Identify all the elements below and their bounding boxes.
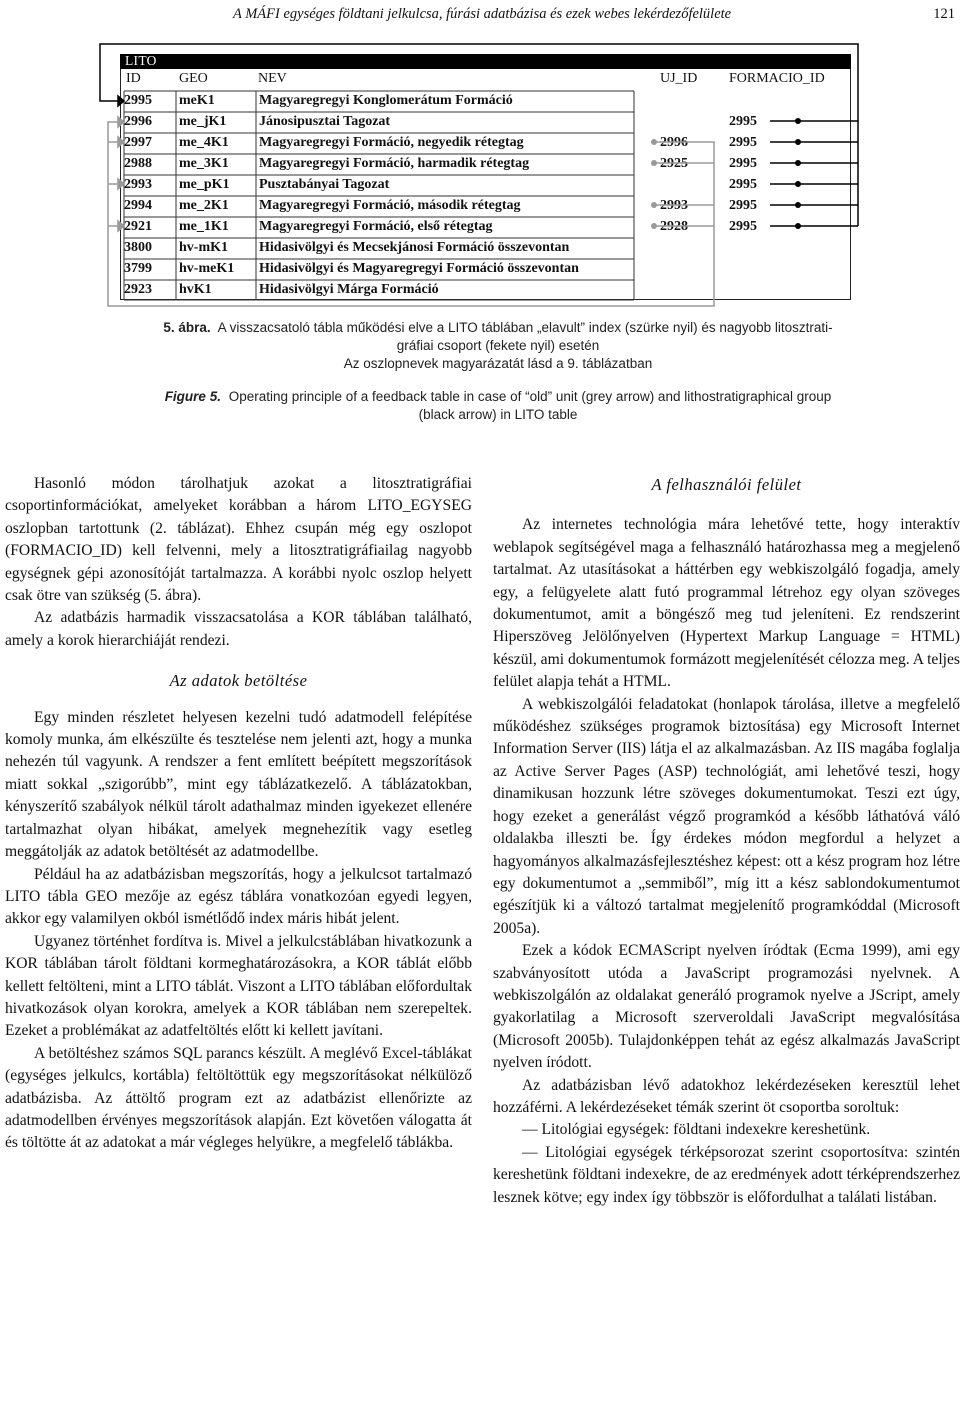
cell-uj-id: 2993 [660,198,688,213]
cell-nev: Magyaregregyi Formáció, második rétegtag [259,198,521,213]
section-heading: A felhasználói felület [651,475,802,494]
cell-geo: hv-meK1 [179,261,235,276]
cell-id: 2994 [124,198,152,213]
paragraph: Az adatbázis harmadik visszacsatolása a KOR táblában található, amely a korok hierarchiáját rendezi. [5,609,472,649]
cell-nev: Magyaregregyi Formáció, harmadik rétegtag [259,156,530,171]
cell-formacio-id: 2995 [729,156,757,171]
cell-id: 3800 [124,240,152,255]
cell-nev: Jánosipusztai Tagozat [259,114,391,129]
paragraph: Az adatbázisban lévő adatokhoz lekérdezéseken keresztül lehet hozzáférni. A lekérdezéseket témák szerint öt csoportba soroltuk: [493,1076,960,1116]
paragraph: Például ha az adatbázisban megszorítás, hogy a jelkulcsot tartalmazó LITO tábla GEO mezője az egész táblára vonatkozóan egyedi legyen, akkor egy valamilyen okból ismétlődő index máris hibát jelent. [5,865,472,928]
cell-geo: hv-mK1 [179,240,228,255]
cell-id: 2988 [124,156,152,171]
paragraph: A betöltéshez számos SQL parancs készült. A meglévő Excel-táblákat (egységes jelkulcs, kortábla) feltöltöttük egy megszorításokat nélkülöző adatbázisba. Az áttöltő program ezt az adatbázist ellenőrizte az adatmodellben érvényes megszorítások alapján. Ezt követően válogatta át és töltötte át az adatokat a már végleges helyükre, a megfelelő táblákba. [5,1044,472,1152]
row-grid-lines [124,91,634,300]
cell-nev: Magyaregregyi Konglomerátum Formáció [259,93,513,108]
cell-id: 2921 [124,219,152,234]
cell-nev: Magyaregregyi Formáció, negyedik rétegtag [259,135,524,150]
cell-nev: Hidasivölgyi Márga Formáció [259,282,439,297]
cell-id: 3799 [124,261,152,276]
cell-formacio-id: 2995 [729,135,757,150]
cell-id: 2993 [124,177,152,192]
left-column [5,473,472,1155]
column-header-id: ID [126,71,141,86]
caption-hu-line3: Az oszlopnevek magyarázatát lásd a 9. táblázatban [343,356,653,371]
cell-formacio-id: 2995 [729,198,757,213]
cell-nev: Hidasivölgyi és Magyaregregyi Formáció összevontan [259,261,579,276]
paragraph: Ugyanez történhet fordítva is. Mivel a jelkulcstáblában hivatkozunk a KOR táblában tárolt földtani kormeghatározásokra, a KOR táblát előbb kellett feltölteni, mint a LITO táblát. Viszont a LITO táblában előfordultak hivatkozások olyan korokra, amelyek a KOR táblában nem szerepeltek. Ezeket a problémákat az adatfeltöltés előtt ki kellett javítani. [5,932,472,1040]
cell-id: 2997 [124,135,152,150]
cell-formacio-id: 2995 [729,177,757,192]
black-arrow [100,44,858,226]
cell-formacio-id: 2995 [729,219,757,234]
cell-geo: me_3K1 [179,156,229,171]
caption-en-line2: (black arrow) in LITO table [418,407,578,422]
column-header-formacio-id: FORMACIO_ID [729,71,825,86]
cell-geo: me_2K1 [179,198,229,213]
column-header-uj-id: UJ_ID [660,71,698,86]
cell-nev: Hidasivölgyi és Mecsekjánosi Formáció összevontan [259,240,570,255]
cell-formacio-id: 2995 [729,114,757,129]
cell-geo: meK1 [179,93,215,108]
paragraph: A webkiszolgálói feladatokat (honlapok tárolása, illetve a megfelelő működéshez szükséges programok biztosítása) egy Microsoft Internet Information Server (IIS) látja el az alkalmazásban. Az IIS magába foglalja az Active Server Pages (ASP) technológiát, ami lehetővé teszi, hogy dinamikusan hozzunk létre szöveges dokumentumokat. Teszi ezt úgy, hogy ezeket a generálást végző programkód a később láthatóvá váló oldalakba illeszti be. Így érdekes módon megfordul a helyzet a hagyományos alkalmazásfejlesztéshez képest: ott a kész program hoz létre egy dokumentumot a „semmiből”, míg itt a kész sablondokumentumot egészítjük ki a változó tartalmat megjelenítő programkóddal (Microsoft 2005a). [493,695,960,937]
cell-geo: me_1K1 [179,219,229,234]
section-heading: Az adatok betöltése [169,671,308,691]
column-header-geo: GEO [179,71,208,86]
cell-nev: Pusztabányai Tagozat [259,177,390,192]
lito-table-name: LITO [125,53,157,68]
paragraph: Ezek a kódok ECMAScript nyelven íródtak (Ecma 1999), ami egy szabványosított utóda a JavaScript programozási nyelvnek. A webkiszolgálón az oldalakat generáló programok nyelve a JScript, amely gyakorlatilag a Microsoft szerveroldali JavaScript megvalósítása (Microsoft 2005b). Tulajdonképpen tehát az egész alkalmazás JavaScript nyelven íródott. [493,942,960,1072]
running-head-title: A MÁFI egységes földtani jelkulcsa, fúrási adatbázisa és ezek webes lekérdezőfelülete [233,6,732,22]
cell-geo: me_jK1 [179,114,227,129]
column-header-nev: NEV [258,71,287,86]
caption-en-line1: Operating principle of a feedback table in case of “old” unit (grey arrow) and lithostratigraphical group [228,389,832,404]
cell-geo: me_pK1 [179,177,230,192]
caption-hu-line2: gráfiai csoport (fekete nyil) esetén [396,338,600,353]
paragraph: Az internetes technológia mára lehetővé tette, hogy interaktív weblapok segítségével maga a felhasználó határozhassa meg a megjelenő tartalmat. Az utasításokat a háttérben egy webkiszolgáló fogadja, amely egy, a felügyelete alatt futó programmal létrehoz egy olyan szöveges dokumentumot, amit a böngésző meg tud jeleníteni. Ez rendszerint Hiperszöveg Jelölőnyelven (Hypertext Markup Language = HTML) készül, ami dokumentumok formázott megjelenítését célozza meg. A teljes felület alapja tehát a HTML. [493,516,960,691]
caption-hu-label: 5. ábra. [163,320,211,335]
cell-uj-id: 2996 [660,135,688,150]
paragraph: Hasonló módon tárolhatjuk azokat a litosztratigráfiai csoportinformációkat, amelyeket korábban a három LITO_EGYSEG oszlopban tartottunk (2. táblázat). Ehhez csupán még egy oszlopot (FORMACIO_ID) kell felvenni, mely a litosztratigráfiailag nagyobb egységnek gépi azonosítóját tartalmazza. A korábbi nyolc oszlop helyett csak ötre van szükség (5. ábra). [5,475,472,605]
cell-geo: me_4K1 [179,135,229,150]
cell-uj-id: 2928 [660,219,688,234]
caption-hu [108,320,888,371]
right-column [493,474,960,1209]
cell-id: 2996 [124,114,152,129]
cell-id: 2995 [124,93,152,108]
caption-hu-line1: A visszacsatoló tábla működési elve a LITO táblában „elavult” index (szürke nyil) és nagyobb litosztrati- [217,320,833,335]
cell-geo: hvK1 [179,282,212,297]
cell-uj-id: 2925 [660,156,688,171]
cell-nev: Magyaregregyi Formáció, első rétegtag [259,219,493,234]
figure-lines [0,0,960,320]
grey-arrows [108,117,714,306]
caption-en [108,389,888,422]
list-item: — Litológiai egységek: földtani indexekre kereshetünk. [522,1121,871,1139]
cell-id: 2923 [124,282,152,297]
paragraph: Egy minden részletet helyesen kezelni tudó adatmodell felépítése komoly munka, ám elkészülte és tesztelése nem jelenti azt, hogy a munka nehezén túl vagyunk. A rendszer a fent említett beépített megszorítások miatt sokkal „szigorúbb”, mint egy táblázatkezelő. A táblázatokban, kényszerítő szabályok nélkül tárolt adathalmaz minden igyekezet ellenére tartalmazhat olyan hibákat, amelyek megnehezítik vagy esetleg meggátolják az adatok betöltését az adatmodellbe. [5,708,472,861]
page-number: 121 [933,6,955,22]
grey-arrow-dots [651,139,657,229]
caption-en-label: Figure 5. [164,389,221,404]
black-arrow-dots [795,118,801,229]
list-item: — Litológiai egységek térképsorozat szerint csoportosítva: szintén kereshetünk földtani indexekre, de az eredmények adott térképrendszerhez lesznek kötve; egy index így többször is előfordulhat a találati listában. [493,1143,960,1206]
